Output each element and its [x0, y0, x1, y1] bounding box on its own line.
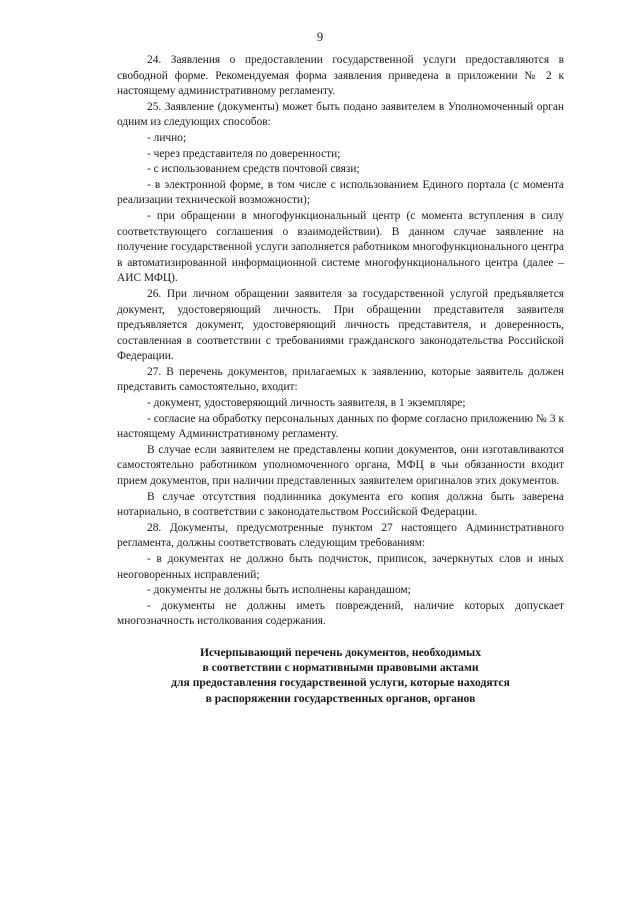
heading-line-1: Исчерпывающий перечень документов, необходимых	[199, 646, 482, 659]
list-item-in-person: - лично;	[147, 131, 187, 144]
list-item-no-damage: - документы не должны иметь повреждений, наличие которых допускает многозначность истолкования содержания.	[117, 599, 564, 628]
paragraph-27: 27. В перечень документов, прилагаемых к заявлению, которые заявитель должен представить самостоятельно, входит:	[117, 365, 564, 394]
paragraph-25: 25. Заявление (документы) может быть подано заявителем в Уполномоченный орган одним из следующих способов:	[117, 100, 564, 129]
section-heading	[117, 645, 564, 706]
paragraph-24: 24. Заявления о предоставлении государственной услуги предоставляются в свободной форме. Рекомендуемая форма заявления приведена в приложении № 2 к настоящему административному регламенту.	[117, 54, 564, 98]
list-item-no-corrections: - в документах не должно быть подчисток, приписок, зачеркнутых слов и иных неоговоренных исправлений;	[117, 553, 564, 581]
list-item-no-pencil: - документы не должны быть исполнены карандашом;	[147, 584, 411, 597]
heading-line-3: для предоставления государственной услуги, которые находятся	[171, 676, 510, 690]
paragraph-notarization: В случае отсутствия подлинника документа его копия должна быть заверена нотариально, в соответствии с законодательством Российской Федерации.	[117, 490, 564, 519]
list-item-postal: - с использованием средств почтовой связи;	[147, 163, 360, 176]
paragraph-26: 26. При личном обращении заявителя за государственной услугой предъявляется документ, удостоверяющий личность. При обращении представителя заявителя предъявляется документ, удостоверяющий личность представителя, и доверенность, составленная в соответствии с требованиями гражданского законодательства Российской Федерации.	[117, 287, 564, 363]
list-item-electronic: - в электронной форме, в том числе с использованием Единого портала (с момента реализации технической возможности);	[117, 178, 564, 207]
paragraph-28: 28. Документы, предусмотренные пунктом 27 настоящего Административного регламента, должны соответствовать следующим требованиям:	[117, 521, 564, 550]
body-text	[117, 53, 564, 630]
list-item-mfc: - при обращении в многофункциональный центр (с момента вступления в силу соответствующего соглашения о взаимодействии). В данном случае заявление на получение государственной услуги заполняется работником многофункционального центра в автоматизированной информационной системе многофункционального центра (далее – АИС МФЦ).	[117, 209, 564, 285]
page-number: 9	[316, 30, 324, 44]
heading-line-4: в распоряжении государственных органов, органов	[205, 691, 476, 705]
list-item-representative: - через представителя по доверенности;	[147, 147, 341, 160]
list-item-identity-document: - документ, удостоверяющий личность заявителя, в 1 экземпляре;	[147, 397, 466, 410]
list-item-personal-data-consent: - согласие на обработку персональных данных по форме согласно приложению № 3 к настоящему Административному регламенту.	[117, 412, 564, 441]
paragraph-copies: В случае если заявителем не представлены копии документов, они изготавливаются самостоятельно работником уполномоченного органа, МФЦ в чьи обязанности входит прием документов, при наличии представленных заявителем оригиналов этих документов.	[117, 443, 564, 488]
heading-line-2: в соответствии с нормативными правовыми актами	[202, 661, 479, 675]
